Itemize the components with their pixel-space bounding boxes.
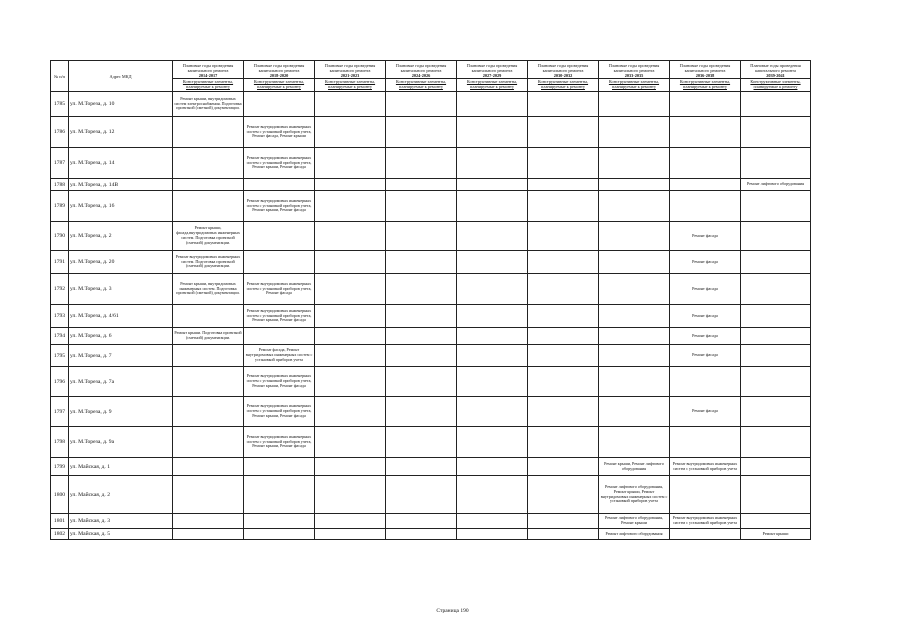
period-title: Плановые годы проведения капитального ремонта: [324, 63, 376, 73]
repair-cell: [386, 148, 457, 179]
period-years: 2021-2023: [315, 73, 385, 79]
repair-cell: [173, 367, 244, 397]
repair-cell: Ремонт фасада, Ремонт внутридомовых инженерных систем с установкой приборов учета: [244, 345, 315, 367]
repair-cell: Ремонт крыши: [741, 529, 811, 540]
table-row: [51, 117, 811, 148]
table-row: [51, 92, 811, 117]
repair-cell: [599, 179, 670, 191]
repair-cell: Ремонт внутридомовых инженерных систем с установкой приборов учета: [670, 514, 741, 529]
table-row: [51, 191, 811, 222]
row-address: ул. М.Тореза, д. 2: [69, 222, 173, 251]
row-address: ул. Майская, д. 5: [69, 529, 173, 540]
page-number: Страница 190: [436, 608, 469, 614]
repair-cell: [457, 458, 528, 476]
row-number: 1802: [51, 529, 69, 540]
table-row: [51, 476, 811, 514]
repair-cell: [528, 397, 599, 427]
table-row: [51, 179, 811, 191]
repair-cell: [528, 476, 599, 514]
period-years: 2024-2026: [386, 73, 456, 79]
period-years: 2027-2029: [457, 73, 527, 79]
repair-cell: Ремонт фасада: [670, 222, 741, 251]
repair-cell: [528, 328, 599, 345]
repair-cell: [599, 222, 670, 251]
row-number: 1786: [51, 117, 69, 148]
period-title: Плановые годы проведения капитального ремонта: [608, 63, 660, 73]
period-subtitle: Конструктивные элементы, планируемые к ремонту: [466, 79, 518, 89]
repair-cell: [315, 179, 386, 191]
table-row: [51, 529, 811, 540]
repair-cell: [173, 476, 244, 514]
period-years: 2014-2017: [173, 73, 243, 79]
repair-cell: [599, 305, 670, 328]
table-row: [51, 305, 811, 328]
repair-cell: Ремонт внутридомовых инженерных систем с установкой приборов учета, Ремонт крыши, Ремонт фасада: [244, 191, 315, 222]
repair-cell: [457, 328, 528, 345]
repair-cell: [386, 251, 457, 274]
repair-cell: [528, 305, 599, 328]
repair-cell: [670, 92, 741, 117]
repair-cell: [528, 514, 599, 529]
header-period-7: [670, 61, 741, 92]
repair-cell: Ремонт крыши. Подготовка проектной (сметной) документации.: [173, 328, 244, 345]
row-address: ул. М.Тореза, д. 9: [69, 397, 173, 427]
repair-cell: [599, 367, 670, 397]
repair-cell: [457, 514, 528, 529]
repair-cell: [244, 458, 315, 476]
repair-cell: [528, 222, 599, 251]
repair-cell: Ремонт фасада: [670, 251, 741, 274]
repair-cell: [386, 529, 457, 540]
period-title: Плановые годы проведения капитального ремонта: [182, 63, 234, 73]
repair-cell: [528, 92, 599, 117]
row-number: 1797: [51, 397, 69, 427]
repair-cell: [386, 179, 457, 191]
repair-cell: [315, 305, 386, 328]
repair-cell: [244, 92, 315, 117]
repair-cell: [741, 148, 811, 179]
repair-cell: [173, 191, 244, 222]
table-row: [51, 514, 811, 529]
row-address: ул. Майская, д. 2: [69, 476, 173, 514]
repair-cell: [173, 427, 244, 458]
period-title: Плановые годы проведения капитального ремонта: [395, 63, 447, 73]
repair-cell: [741, 305, 811, 328]
repair-cell: [244, 328, 315, 345]
repair-cell: [173, 514, 244, 529]
period-subtitle: Конструктивные элементы, планируемые к ремонту: [750, 79, 801, 89]
row-number: 1796: [51, 367, 69, 397]
header-address: Адрес МКД: [69, 61, 173, 92]
repair-cell: [173, 345, 244, 367]
repair-cell: [741, 367, 811, 397]
table-row: [51, 458, 811, 476]
repair-cell: [315, 397, 386, 427]
period-subtitle: Конструктивные элементы, планируемые к ремонту: [608, 79, 660, 89]
repair-cell: Ремонт внутридомовых инженерных систем. Подготовка проектной (сметной) документации.: [173, 251, 244, 274]
repair-cell: [599, 191, 670, 222]
row-address: ул. М.Тореза, д. 10: [69, 92, 173, 117]
period-years: 2030-2032: [528, 73, 598, 79]
repair-cell: [386, 397, 457, 427]
repair-cell: [670, 427, 741, 458]
repair-cell: Ремонт фасада: [670, 345, 741, 367]
repair-cell: [457, 345, 528, 367]
row-number: 1795: [51, 345, 69, 367]
row-address: ул. Майская, д. 1: [69, 458, 173, 476]
table-row: [51, 222, 811, 251]
repair-cell: [741, 92, 811, 117]
row-address: ул. М.Тореза, д. 7: [69, 345, 173, 367]
period-title: Плановые годы проведения капитального ремонта: [679, 63, 731, 73]
header-num: № п/п: [51, 61, 69, 92]
repair-cell: [741, 514, 811, 529]
repair-cell: [315, 427, 386, 458]
repair-schedule-table: [50, 60, 811, 540]
header-period-3: [386, 61, 457, 92]
repair-cell: Ремонт внутридомовых инженерных систем с установкой приборов учета, Ремонт фасада, Ремонт крыши: [244, 117, 315, 148]
repair-cell: [315, 529, 386, 540]
row-number: 1793: [51, 305, 69, 328]
repair-cell: Ремонт внутридомовых инженерных систем с установкой приборов учета, Ремонт крыши, Ремонт фасада: [244, 305, 315, 328]
repair-cell: [315, 148, 386, 179]
repair-cell: [741, 458, 811, 476]
repair-cell: [599, 274, 670, 305]
repair-cell: [457, 476, 528, 514]
repair-cell: [315, 476, 386, 514]
row-address: ул. М.Тореза, д. 4/61: [69, 305, 173, 328]
repair-cell: [528, 117, 599, 148]
period-subtitle: Конструктивные элементы, планируемые к ремонту: [395, 79, 447, 89]
repair-cell: [315, 251, 386, 274]
header-row: [51, 61, 811, 92]
table-body: [51, 92, 811, 540]
row-address: ул. М.Тореза, д. 16: [69, 191, 173, 222]
repair-cell: [599, 92, 670, 117]
header-period-4: [457, 61, 528, 92]
repair-cell: [386, 427, 457, 458]
repair-cell: [315, 367, 386, 397]
repair-cell: Ремонт лифтового оборудования: [599, 529, 670, 540]
repair-cell: Ремонт внутридомовых инженерных систем с установкой приборов учета, Ремонт крыши, Ремонт фасада: [244, 427, 315, 458]
repair-cell: [528, 345, 599, 367]
repair-cell: [244, 476, 315, 514]
repair-cell: [457, 92, 528, 117]
row-address: ул. М.Тореза, д. 3: [69, 274, 173, 305]
repair-cell: Ремонт крыши, фасада,внутридомовых инженерных систем. Подготовка проектной (сметной) документации.: [173, 222, 244, 251]
repair-cell: [386, 367, 457, 397]
repair-cell: Ремонт крыши, внутридомовых инженерных систем. Подготовка проектной (сметной) документации.: [173, 274, 244, 305]
row-address: ул. М.Тореза, д. 6: [69, 328, 173, 345]
repair-cell: [528, 458, 599, 476]
repair-cell: [457, 274, 528, 305]
repair-cell: [457, 179, 528, 191]
header-period-2: [315, 61, 386, 92]
repair-cell: [386, 222, 457, 251]
repair-cell: [173, 117, 244, 148]
repair-cell: Ремонт фасада: [670, 305, 741, 328]
repair-cell: [386, 514, 457, 529]
repair-cell: [386, 92, 457, 117]
repair-cell: [670, 179, 741, 191]
repair-cell: [670, 476, 741, 514]
row-number: 1799: [51, 458, 69, 476]
repair-cell: [670, 148, 741, 179]
row-number: 1790: [51, 222, 69, 251]
repair-cell: [315, 92, 386, 117]
repair-cell: [741, 117, 811, 148]
repair-cell: [386, 305, 457, 328]
repair-cell: [528, 367, 599, 397]
repair-cell: Ремонт внутридомовых инженерных систем с установкой приборов учета, Ремонт крыши, Ремонт фасада: [244, 397, 315, 427]
repair-cell: Ремонт лифтового оборудования: [741, 179, 811, 191]
row-number: 1791: [51, 251, 69, 274]
row-number: 1785: [51, 92, 69, 117]
repair-cell: [173, 148, 244, 179]
repair-cell: Ремонт внутридомовых инженерных систем с установкой приборов учета, Ремонт фасада: [244, 274, 315, 305]
repair-cell: [244, 251, 315, 274]
header-period-6: [599, 61, 670, 92]
period-years: 2039-2041: [741, 73, 810, 79]
repair-cell: [315, 458, 386, 476]
repair-cell: [315, 274, 386, 305]
header-period-5: [528, 61, 599, 92]
repair-cell: [528, 179, 599, 191]
repair-cell: Ремонт фасада: [670, 397, 741, 427]
repair-cell: [741, 345, 811, 367]
repair-cell: [670, 529, 741, 540]
repair-cell: [670, 117, 741, 148]
period-years: 2033-2035: [599, 73, 669, 79]
repair-cell: [528, 529, 599, 540]
repair-cell: [457, 251, 528, 274]
repair-cell: [386, 117, 457, 148]
repair-cell: [315, 514, 386, 529]
row-number: 1798: [51, 427, 69, 458]
repair-cell: Ремонт внутридомовых инженерных систем с установкой приборов учета, Ремонт крыши, Ремонт фасада: [244, 148, 315, 179]
repair-cell: [528, 251, 599, 274]
repair-cell: [670, 191, 741, 222]
header-period-8: [741, 61, 811, 92]
repair-cell: [457, 222, 528, 251]
repair-cell: [315, 117, 386, 148]
repair-cell: [528, 191, 599, 222]
repair-cell: [599, 345, 670, 367]
repair-cell: [386, 328, 457, 345]
row-number: 1788: [51, 179, 69, 191]
repair-cell: [457, 117, 528, 148]
period-title: Плановые годы проведения капитального ремонта: [750, 63, 801, 73]
period-subtitle: Конструктивные элементы, планируемые к ремонту: [537, 79, 589, 89]
repair-cell: Ремонт фасада: [670, 274, 741, 305]
period-subtitle: Конструктивные элементы, планируемые к ремонту: [324, 79, 376, 89]
table-row: [51, 397, 811, 427]
table-row: [51, 427, 811, 458]
period-years: 2018-2020: [244, 73, 314, 79]
repair-cell: [528, 427, 599, 458]
repair-cell: [741, 222, 811, 251]
period-subtitle: Конструктивные элементы, планируемые к ремонту: [182, 79, 234, 89]
repair-cell: [315, 328, 386, 345]
repair-cell: [315, 191, 386, 222]
repair-cell: [599, 427, 670, 458]
repair-cell: [386, 345, 457, 367]
repair-cell: [741, 191, 811, 222]
row-number: 1794: [51, 328, 69, 345]
row-address: ул. М.Тореза, д. 14: [69, 148, 173, 179]
register-sheet: [50, 60, 810, 540]
row-address: ул. М.Тореза, д. 7а: [69, 367, 173, 397]
repair-cell: [741, 397, 811, 427]
repair-cell: [599, 251, 670, 274]
repair-cell: [457, 191, 528, 222]
period-title: Плановые годы проведения капитального ремонта: [537, 63, 589, 73]
repair-cell: [457, 367, 528, 397]
repair-cell: [741, 274, 811, 305]
repair-cell: [244, 179, 315, 191]
repair-cell: [599, 328, 670, 345]
repair-cell: [457, 397, 528, 427]
period-title: Плановые годы проведения капитального ремонта: [253, 63, 305, 73]
row-number: 1801: [51, 514, 69, 529]
row-address: ул. М.Тореза, д. 14В: [69, 179, 173, 191]
period-subtitle: Конструктивные элементы, планируемые к ремонту: [679, 79, 731, 89]
repair-cell: [315, 345, 386, 367]
row-number: 1800: [51, 476, 69, 514]
repair-cell: [599, 148, 670, 179]
repair-cell: [386, 191, 457, 222]
repair-cell: [457, 148, 528, 179]
row-address: ул. М.Тореза, д. 20: [69, 251, 173, 274]
table-row: [51, 274, 811, 305]
repair-cell: [741, 328, 811, 345]
repair-cell: [173, 397, 244, 427]
repair-cell: [386, 458, 457, 476]
repair-cell: [173, 305, 244, 328]
repair-cell: [457, 427, 528, 458]
repair-cell: [173, 458, 244, 476]
repair-cell: [173, 529, 244, 540]
table-row: [51, 148, 811, 179]
repair-cell: Ремонт крыши, внутридомовых систем электроснабжения. Подготовка проектной (сметной) документации.: [173, 92, 244, 117]
row-number: 1789: [51, 191, 69, 222]
repair-cell: [173, 179, 244, 191]
period-years: 2036-2038: [670, 73, 740, 79]
header-period-0: [173, 61, 244, 92]
repair-cell: [528, 148, 599, 179]
repair-cell: Ремонт крыши, Ремонт лифтового оборудования: [599, 458, 670, 476]
repair-cell: [244, 529, 315, 540]
period-title: Плановые годы проведения капитального ремонта: [466, 63, 518, 73]
repair-cell: [741, 251, 811, 274]
table-row: [51, 328, 811, 345]
repair-cell: [599, 397, 670, 427]
repair-cell: [386, 476, 457, 514]
row-address: ул. Майская, д. 3: [69, 514, 173, 529]
period-subtitle: Конструктивные элементы, планируемые к ремонту: [253, 79, 305, 89]
row-number: 1792: [51, 274, 69, 305]
row-address: ул. М.Тореза, д. 12: [69, 117, 173, 148]
repair-cell: [741, 476, 811, 514]
table-row: [51, 345, 811, 367]
repair-cell: Ремонт внутридомовых инженерных систем с установкой приборов учета, Ремонт крыши, Ремонт фасада: [244, 367, 315, 397]
repair-cell: [244, 514, 315, 529]
table-row: [51, 251, 811, 274]
repair-cell: Ремонт внутридомовых инженерных систем с установкой приборов учета: [670, 458, 741, 476]
row-number: 1787: [51, 148, 69, 179]
table-row: [51, 367, 811, 397]
repair-cell: [457, 529, 528, 540]
repair-cell: [599, 117, 670, 148]
repair-cell: [741, 427, 811, 458]
repair-cell: Ремонт фасада: [670, 328, 741, 345]
repair-cell: Ремонт лифтового оборудования, Ремонт крыши, Ремонт внутридомовых инженерных систем с установкой приборов учета: [599, 476, 670, 514]
row-address: ул. М.Тореза, д. 9а: [69, 427, 173, 458]
repair-cell: Ремонт лифтового оборудования, Ремонт крыши: [599, 514, 670, 529]
repair-cell: [315, 222, 386, 251]
header-period-1: [244, 61, 315, 92]
repair-cell: [386, 274, 457, 305]
repair-cell: [670, 367, 741, 397]
repair-cell: [528, 274, 599, 305]
repair-cell: [457, 305, 528, 328]
repair-cell: [244, 222, 315, 251]
